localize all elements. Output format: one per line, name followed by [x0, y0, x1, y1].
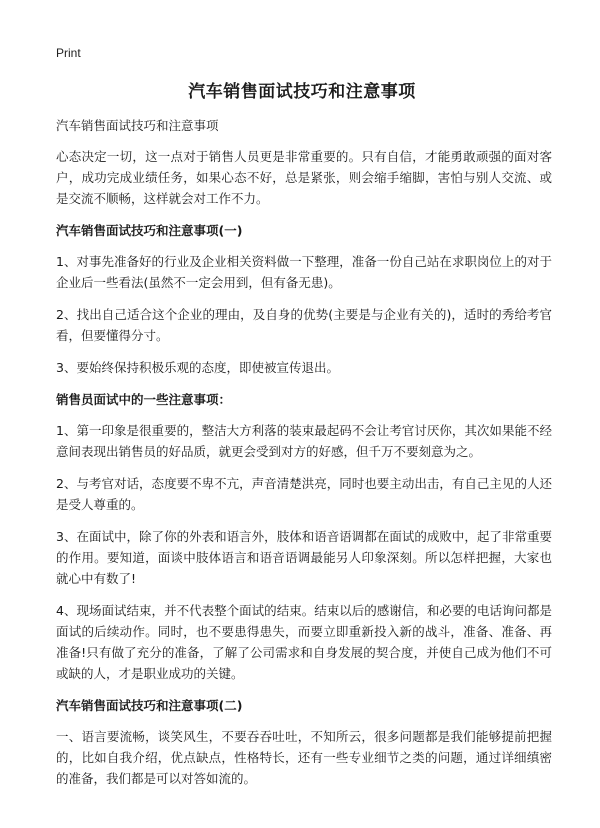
section1-paragraph-3: 3、要始终保持积极乐观的态度，即使被宣传退出。	[56, 360, 339, 375]
section-heading-1: 汽车销售面试技巧和注意事项(一)	[56, 223, 243, 238]
section-heading-3: 汽车销售面试技巧和注意事项(二)	[56, 698, 243, 713]
section1-paragraph-2: 2、找出自己适合这个企业的理由，及自身的优势(主要是与企业有关的)，适时的秀给考官看，但要懂得分寸。	[56, 307, 552, 343]
section3-paragraph-1: 一、语言要流畅，谈笑风生，不要吞吞吐吐，不知所云，很多问题都是我们能够提前把握的，比如自我介绍，优点缺点，性格特长，还有一些专业细节之类的问题，通过详细缜密的准备，我们都是可以对答如流的。	[56, 729, 552, 786]
section2-paragraph-2: 2、与考官对话，态度要不卑不亢，声音清楚洪亮，同时也要主动出击，有自己主见的人还是受人尊重的。	[56, 476, 552, 512]
print-link[interactable]: Print	[56, 46, 81, 60]
section2-paragraph-1: 1、第一印象是很重要的，整洁大方利落的装束最起码不会让考官讨厌你，其次如果能不经意间表现出销售员的好品质，就更会受到对方的好感，但千万不要刻意为之。	[56, 423, 552, 459]
section2-paragraph-4: 4、现场面试结束，并不代表整个面试的结束。结束以后的感谢信，和必要的电话询问都是面试的后续动作。同时，也不要患得患失，而要立即重新投入新的战斗，准备、准备、再准备!只有做了充分的准备，了解了公司需求和自身发展的契合度，并使自己成为他们不可或缺的人，才是职业成功的关键。	[56, 603, 552, 681]
section1-paragraph-1: 1、对事先准备好的行业及企业相关资料做一下整理，准备一份自己站在求职岗位上的对于企业后一些看法(虽然不一定会用到，但有备无患)。	[56, 254, 552, 290]
article-subtitle: 汽车销售面试技巧和注意事项	[56, 118, 219, 133]
section2-paragraph-3: 3、在面试中，除了你的外表和语言外，肢体和语音语调都在面试的成败中，起了非常重要的作用。要知道，面谈中肢体语言和语音语调最能另人印象深刻。所以怎样把握，大家也就心中有数了!	[56, 529, 552, 586]
section-heading-2: 销售员面试中的一些注意事项：	[56, 392, 232, 407]
article-body	[56, 115, 552, 800]
page-title: 汽车销售面试技巧和注意事项	[188, 82, 416, 102]
intro-paragraph: 心态决定一切，这一点对于销售人员更是非常重要的。只有自信，才能勇敢顽强的面对客户，成功完成业绩任务，如果心态不好，总是紧张，则会缩手缩脚，害怕与别人交流、或是交流不顺畅，这样就会对工作不力。	[56, 149, 552, 206]
